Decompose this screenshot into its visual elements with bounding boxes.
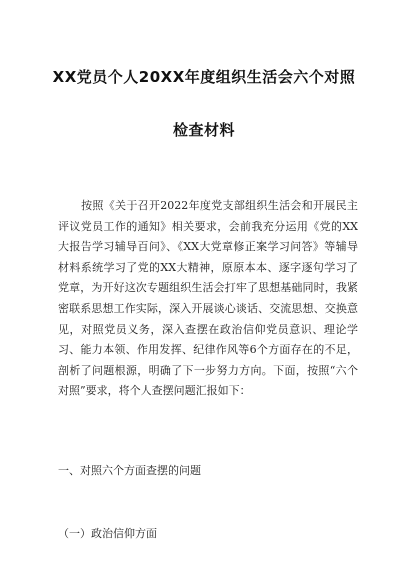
- document-title-line-1: XX党员个人20XX年度组织生活会六个对照: [52, 68, 356, 86]
- subsection-heading: （一）政治信仰方面: [58, 527, 157, 540]
- section-heading: 一、对照六个方面查摆的问题: [58, 464, 201, 477]
- document-title-line-2: 检查材料: [172, 121, 235, 139]
- intro-paragraph: 按照《关于召开2022年度党支部组织生活会和开展民主评议党员工作的通知》相关要求，会前我充分运用《党的XX大报告学习辅导百问》、《XX大党章修正案学习问答》等辅导材料系统学习了党的XX大精神，原原本本、逐字逐句学习了党章，为开好这次专题组织生活会打牢了思想基础同时，我紧密联系思想工作实际，深入开展谈心谈话、交流思想、交换意见，对照党员义务，深入查摆在政治信仰党员意识、理论学习、能力本领、作用发挥、纪律作风等6个方面存在的不足，剖析了问题根源，明确了下一步努力方向。下面，按照“六个对照”要求，将个人查摆问题汇报如下：: [58, 199, 358, 398]
